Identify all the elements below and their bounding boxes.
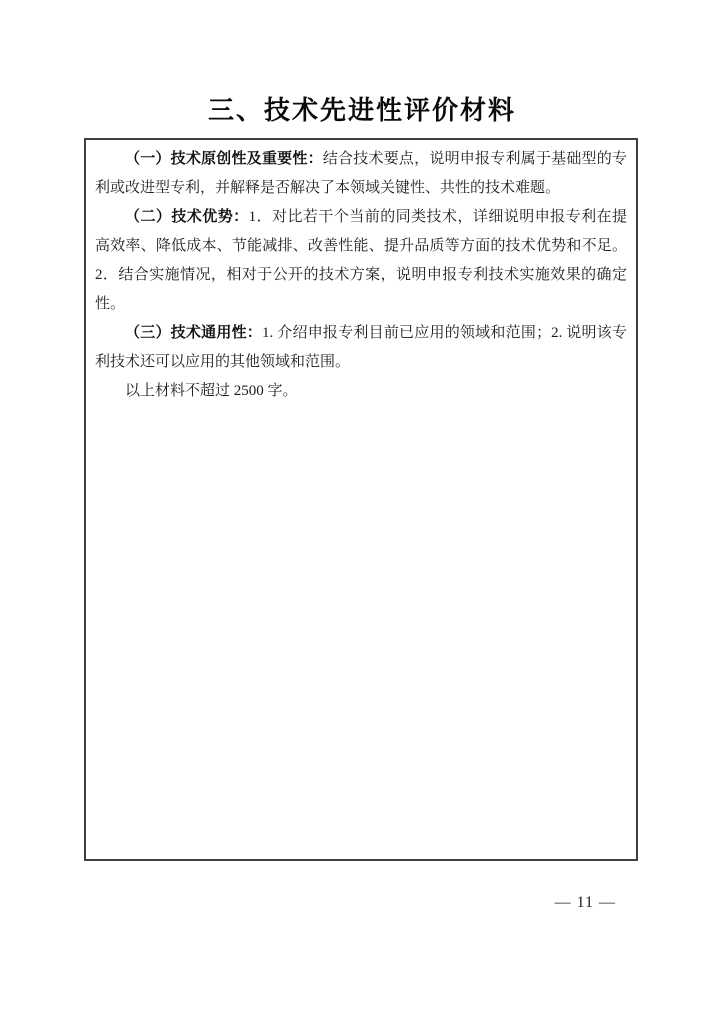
paragraph-advantage-text: 1．对比若干个当前的同类技术，详细说明申报专利在提高效率、降低成本、节能减排、改善性能、提升品质等方面的技术优势和不足。2．结合实施情况，相对于公开的技术方案，说明申报专利技术实施效果的确定性。 xyxy=(95,209,627,312)
paragraph-word-limit-text: 以上材料不超过 2500 字。 xyxy=(125,383,298,399)
paragraph-word-limit xyxy=(95,377,627,406)
paragraph-generality-label: （三）技术通用性： xyxy=(125,325,263,341)
paragraph-originality-label: （一）技术原创性及重要性： xyxy=(125,151,323,167)
paragraph-advantage-label: （二）技术优势： xyxy=(125,209,249,225)
paragraph-originality-text: 结合技术要点，说明申报专利属于基础型的专利或改进型专利，并解释是否解决了本领域关键性、共性的技术难题。 xyxy=(95,151,627,196)
paragraph-generality-text: 1. 介绍申报专利目前已应用的领域和范围；2. 说明该专利技术还可以应用的其他领域和范围。 xyxy=(95,325,627,370)
paragraph-generality xyxy=(95,319,627,377)
content-box xyxy=(84,138,638,861)
page-title: 三、技术先进性评价材料 xyxy=(207,96,516,125)
page-number: — 11 — xyxy=(554,894,616,911)
paragraph-originality xyxy=(95,145,627,203)
paragraph-advantage xyxy=(95,203,627,319)
